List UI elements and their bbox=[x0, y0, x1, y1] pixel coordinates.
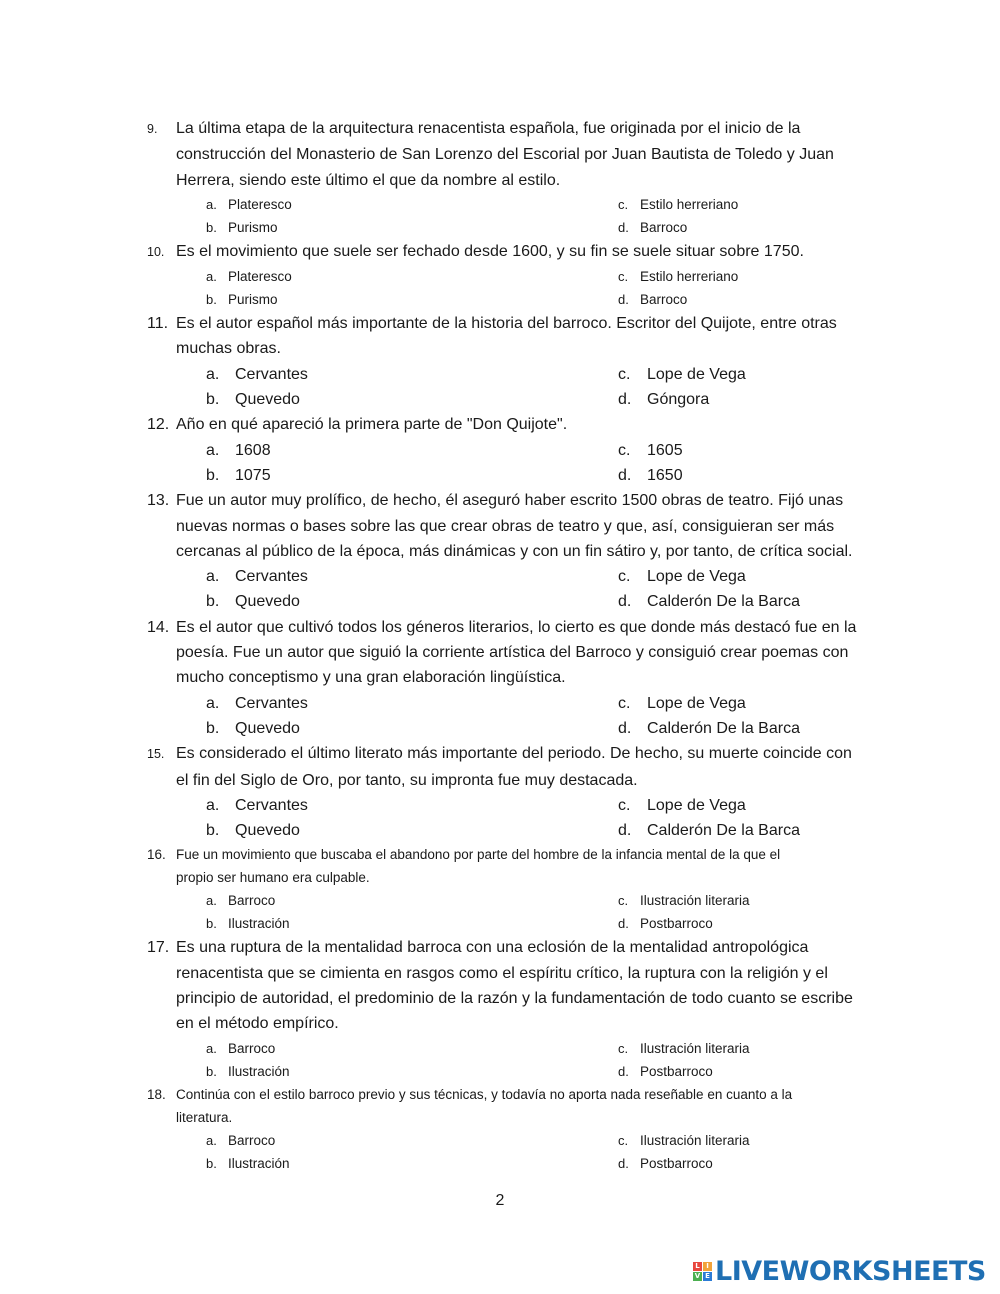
question-line bbox=[0, 665, 1000, 690]
question-line bbox=[0, 741, 1000, 767]
option-text: Barroco bbox=[640, 292, 688, 308]
answer-option[interactable] bbox=[618, 1060, 713, 1083]
logo-mark-cell: I bbox=[703, 1262, 712, 1271]
answer-option[interactable] bbox=[618, 1037, 750, 1060]
option-row bbox=[0, 265, 1000, 288]
question-number: 9. bbox=[147, 122, 158, 136]
option-letter: d. bbox=[618, 1063, 629, 1079]
option-letter: a. bbox=[206, 1040, 217, 1056]
question-text: propio ser humano era culpable. bbox=[176, 870, 370, 886]
question-text: en el método empírico. bbox=[176, 1015, 339, 1033]
question-9 bbox=[0, 116, 1000, 239]
option-row bbox=[0, 216, 1000, 239]
option-row bbox=[0, 912, 1000, 935]
option-text: Cervantes bbox=[235, 568, 308, 586]
option-letter: d. bbox=[618, 391, 632, 409]
option-letter: b. bbox=[206, 1063, 217, 1079]
option-letter: c. bbox=[618, 796, 631, 814]
option-text: Calderón De la Barca bbox=[647, 593, 800, 611]
question-line bbox=[0, 142, 1000, 167]
option-text: 1605 bbox=[647, 441, 683, 459]
option-letter: a. bbox=[206, 893, 217, 909]
option-letter: d. bbox=[618, 292, 629, 308]
option-text: Barroco bbox=[228, 1132, 276, 1148]
question-11 bbox=[0, 311, 1000, 412]
question-text: mucho conceptismo y una gran elaboración lingüística. bbox=[176, 669, 566, 687]
option-letter: c. bbox=[618, 694, 631, 712]
option-text: Postbarroco bbox=[640, 1155, 713, 1171]
option-text: Lope de Vega bbox=[647, 796, 746, 814]
option-letter: c. bbox=[618, 568, 631, 586]
option-text: Ilustración bbox=[228, 1155, 290, 1171]
question-text: Es el autor español más importante de la historia del barroco. Escritor del Quijote, entre otras bbox=[176, 315, 837, 333]
option-letter: a. bbox=[206, 1132, 217, 1148]
option-row bbox=[0, 1152, 1000, 1175]
logo-mark-cell: V bbox=[694, 1272, 701, 1280]
answer-option[interactable] bbox=[206, 691, 308, 716]
option-text: Calderón De la Barca bbox=[647, 719, 800, 737]
question-12 bbox=[0, 412, 1000, 488]
option-row bbox=[0, 288, 1000, 311]
option-row bbox=[0, 716, 1000, 741]
answer-option[interactable] bbox=[206, 463, 271, 488]
answer-option[interactable] bbox=[206, 288, 278, 311]
question-line bbox=[0, 615, 1000, 640]
answer-option[interactable] bbox=[618, 691, 746, 716]
option-letter: d. bbox=[618, 719, 632, 737]
option-letter: b. bbox=[206, 916, 217, 932]
answer-option[interactable] bbox=[206, 216, 278, 239]
option-text: Lope de Vega bbox=[647, 694, 746, 712]
logo-mark-cell: L bbox=[693, 1262, 702, 1271]
answer-option[interactable] bbox=[206, 912, 290, 935]
question-text: Año en qué apareció la primera parte de "Don Quijote". bbox=[176, 416, 568, 434]
question-text: literatura. bbox=[176, 1109, 233, 1125]
question-text: Fue un movimiento que buscaba el abandono por parte del hombre de la infancia mental de la que el bbox=[176, 847, 781, 863]
option-text: Lope de Vega bbox=[647, 568, 746, 586]
option-text: Postbarroco bbox=[640, 916, 713, 932]
answer-option[interactable] bbox=[618, 216, 687, 239]
option-letter: c. bbox=[618, 365, 631, 383]
question-line bbox=[0, 311, 1000, 336]
answer-option[interactable] bbox=[206, 818, 300, 843]
answer-option[interactable] bbox=[206, 589, 300, 614]
question-line bbox=[0, 514, 1000, 539]
answer-option[interactable] bbox=[206, 889, 275, 912]
option-text: Postbarroco bbox=[640, 1063, 713, 1079]
question-text: muchas obras. bbox=[176, 340, 281, 358]
option-row bbox=[0, 1129, 1000, 1152]
option-letter: d. bbox=[618, 466, 632, 484]
answer-option[interactable] bbox=[206, 362, 308, 387]
question-text: Herrera, siendo este último el que da nombre al estilo. bbox=[176, 171, 561, 189]
option-letter: c. bbox=[618, 1040, 629, 1056]
answer-option[interactable] bbox=[206, 793, 308, 818]
question-text: Es el autor que cultivó todos los géneros literarios, lo cierto es que donde más destacó fue en la bbox=[176, 618, 857, 636]
answer-option[interactable] bbox=[206, 1152, 290, 1175]
option-row bbox=[0, 463, 1000, 488]
option-text: Barroco bbox=[228, 1040, 276, 1056]
option-text: Ilustración bbox=[228, 916, 290, 932]
question-text: Fue un autor muy prolífico, de hecho, él aseguró haber escrito 1500 obras de teatro. Fijó unas bbox=[176, 492, 844, 510]
option-letter: d. bbox=[618, 219, 629, 235]
option-text: Estilo herreriano bbox=[640, 269, 739, 285]
option-text: Cervantes bbox=[235, 365, 308, 383]
logo-mark-cell: E bbox=[703, 1272, 712, 1281]
question-text: La última etapa de la arquitectura renacentista española, fue originada por el inicio de la bbox=[176, 120, 801, 137]
option-text: Cervantes bbox=[235, 796, 308, 814]
question-text: nuevas normas o bases sobre las que crear obras de teatro y que, así, consiguieran ser más bbox=[176, 517, 835, 535]
option-text: Ilustración literaria bbox=[640, 893, 750, 909]
option-letter: c. bbox=[618, 196, 629, 212]
option-text: Quevedo bbox=[235, 593, 300, 611]
option-letter: a. bbox=[206, 441, 220, 459]
option-letter: a. bbox=[206, 568, 220, 586]
option-text: Quevedo bbox=[235, 822, 300, 840]
answer-option[interactable] bbox=[618, 288, 687, 311]
option-letter: c. bbox=[618, 893, 629, 909]
answer-option[interactable] bbox=[618, 387, 709, 412]
question-number: 12. bbox=[147, 416, 170, 434]
option-letter: b. bbox=[206, 719, 220, 737]
answer-option[interactable] bbox=[618, 889, 750, 912]
question-line bbox=[0, 986, 1000, 1011]
option-letter: d. bbox=[618, 593, 632, 611]
option-row bbox=[0, 589, 1000, 614]
answer-option[interactable] bbox=[206, 438, 271, 463]
option-text: Quevedo bbox=[235, 391, 300, 409]
question-number: 18. bbox=[147, 1086, 166, 1102]
option-letter: b. bbox=[206, 292, 217, 308]
question-line bbox=[0, 488, 1000, 513]
question-text: Es considerado el último literato más importante del periodo. De hecho, su muerte coincide con bbox=[176, 745, 852, 763]
answer-option[interactable] bbox=[618, 1152, 713, 1175]
question-number: 11. bbox=[147, 315, 169, 333]
question-text: poesía. Fue un autor que siguió la corriente artística del Barroco y consiguió crear poemas con bbox=[176, 644, 849, 662]
option-text: Estilo herreriano bbox=[640, 196, 739, 212]
option-text: Purismo bbox=[228, 219, 278, 235]
question-line bbox=[0, 539, 1000, 564]
question-text: principio de autoridad, el predominio de la razón y la fundamentación de todo cuanto se escribe bbox=[176, 990, 853, 1008]
answer-option[interactable] bbox=[618, 716, 800, 741]
option-row bbox=[0, 691, 1000, 716]
answer-option[interactable] bbox=[618, 564, 746, 589]
question-text: construcción del Monasterio de San Lorenzo del Escorial por Juan Bautista de Toledo y Juan bbox=[176, 146, 834, 164]
answer-option[interactable] bbox=[206, 265, 292, 288]
liveworksheets-logo[interactable] bbox=[693, 1256, 986, 1287]
question-15 bbox=[0, 741, 1000, 843]
option-letter: a. bbox=[206, 365, 220, 383]
question-line bbox=[0, 412, 1000, 437]
option-text: Barroco bbox=[228, 893, 276, 909]
answer-option[interactable] bbox=[206, 193, 292, 216]
answer-option[interactable] bbox=[618, 818, 800, 843]
logo-mark-icon bbox=[693, 1262, 712, 1281]
question-line bbox=[0, 1083, 1000, 1106]
option-text: Calderón De la Barca bbox=[647, 822, 800, 840]
option-row bbox=[0, 362, 1000, 387]
option-row bbox=[0, 793, 1000, 818]
question-18 bbox=[0, 1083, 1000, 1175]
option-letter: d. bbox=[618, 1155, 629, 1171]
question-number: 10. bbox=[147, 244, 165, 259]
answer-option[interactable] bbox=[618, 793, 746, 818]
option-text: Cervantes bbox=[235, 694, 308, 712]
question-line bbox=[0, 935, 1000, 960]
option-text: Góngora bbox=[647, 391, 710, 409]
option-text: 1650 bbox=[647, 466, 683, 484]
option-letter: d. bbox=[618, 916, 629, 932]
logo-wordmark: LIVEWORKSHEETS bbox=[715, 1256, 986, 1287]
option-text: Quevedo bbox=[235, 719, 300, 737]
answer-option[interactable] bbox=[618, 362, 746, 387]
option-letter: b. bbox=[206, 822, 220, 840]
answer-option[interactable] bbox=[618, 265, 738, 288]
option-text: 1075 bbox=[235, 466, 271, 484]
option-text: Plateresco bbox=[228, 269, 292, 285]
option-letter: a. bbox=[206, 694, 220, 712]
question-number: 16. bbox=[147, 847, 166, 863]
option-letter: a. bbox=[206, 796, 220, 814]
option-letter: b. bbox=[206, 593, 220, 611]
option-row bbox=[0, 438, 1000, 463]
question-line bbox=[0, 961, 1000, 986]
answer-option[interactable] bbox=[206, 1129, 275, 1152]
option-row bbox=[0, 564, 1000, 589]
question-line bbox=[0, 1106, 1000, 1129]
question-line bbox=[0, 768, 1000, 793]
answer-option[interactable] bbox=[206, 387, 300, 412]
option-letter: c. bbox=[618, 269, 629, 285]
question-line bbox=[0, 866, 1000, 889]
option-text: Purismo bbox=[228, 292, 278, 308]
answer-option[interactable] bbox=[618, 438, 683, 463]
option-row bbox=[0, 889, 1000, 912]
answer-option[interactable] bbox=[618, 193, 738, 216]
option-letter: c. bbox=[618, 1132, 629, 1148]
question-line bbox=[0, 116, 1000, 142]
answer-option[interactable] bbox=[618, 589, 800, 614]
question-text: Continúa con el estilo barroco previo y sus técnicas, y todavía no aporta nada reseñable en cuanto a la bbox=[176, 1086, 793, 1102]
option-text: 1608 bbox=[235, 441, 271, 459]
answer-option[interactable] bbox=[206, 1060, 290, 1083]
option-row bbox=[0, 818, 1000, 843]
question-text: Es una ruptura de la mentalidad barroca con una eclosión de la mentalidad antropológica bbox=[176, 939, 809, 957]
answer-option[interactable] bbox=[618, 1129, 750, 1152]
worksheet-body bbox=[0, 116, 1000, 1175]
question-line bbox=[0, 239, 1000, 265]
answer-option[interactable] bbox=[206, 716, 300, 741]
option-letter: b. bbox=[206, 219, 217, 235]
option-letter: a. bbox=[206, 269, 217, 285]
option-text: Barroco bbox=[640, 219, 688, 235]
option-row bbox=[0, 193, 1000, 216]
option-row bbox=[0, 1037, 1000, 1060]
question-16 bbox=[0, 843, 1000, 935]
option-text: Ilustración bbox=[228, 1063, 290, 1079]
option-letter: b. bbox=[206, 1155, 217, 1171]
question-13 bbox=[0, 488, 1000, 614]
answer-option[interactable] bbox=[618, 463, 683, 488]
question-line bbox=[0, 1011, 1000, 1036]
option-row bbox=[0, 1060, 1000, 1083]
question-10 bbox=[0, 239, 1000, 311]
question-text: renacentista que se cimienta en rasgos como el espíritu crítico, la ruptura con la religión y el bbox=[176, 964, 828, 982]
question-number: 17. bbox=[147, 939, 170, 957]
answer-option[interactable] bbox=[206, 1037, 275, 1060]
page-number: 2 bbox=[495, 1192, 505, 1209]
option-row bbox=[0, 387, 1000, 412]
option-letter: b. bbox=[206, 466, 220, 484]
question-line bbox=[0, 168, 1000, 193]
question-text: Es el movimiento que suele ser fechado desde 1600, y su fin se suele situar sobre 1750. bbox=[176, 242, 804, 260]
option-text: Plateresco bbox=[228, 196, 292, 212]
question-text: cercanas al público de la época, más dinámicas y con un fin sátiro y, por tanto, de crítica social. bbox=[176, 542, 853, 560]
option-letter: c. bbox=[618, 441, 631, 459]
answer-option[interactable] bbox=[618, 912, 713, 935]
option-letter: a. bbox=[206, 196, 217, 212]
question-line bbox=[0, 336, 1000, 361]
option-text: Ilustración literaria bbox=[640, 1040, 750, 1056]
question-number: 14. bbox=[147, 618, 170, 636]
question-line bbox=[0, 843, 1000, 866]
question-text: el fin del Siglo de Oro, por tanto, su impronta fue muy destacada. bbox=[176, 771, 638, 789]
option-text: Ilustración literaria bbox=[640, 1132, 750, 1148]
question-number: 13. bbox=[147, 492, 170, 510]
question-14 bbox=[0, 615, 1000, 741]
option-letter: d. bbox=[618, 822, 632, 840]
answer-option[interactable] bbox=[206, 564, 308, 589]
option-letter: b. bbox=[206, 391, 220, 409]
option-text: Lope de Vega bbox=[647, 365, 746, 383]
question-line bbox=[0, 640, 1000, 665]
question-17 bbox=[0, 935, 1000, 1082]
question-number: 15. bbox=[147, 747, 165, 762]
